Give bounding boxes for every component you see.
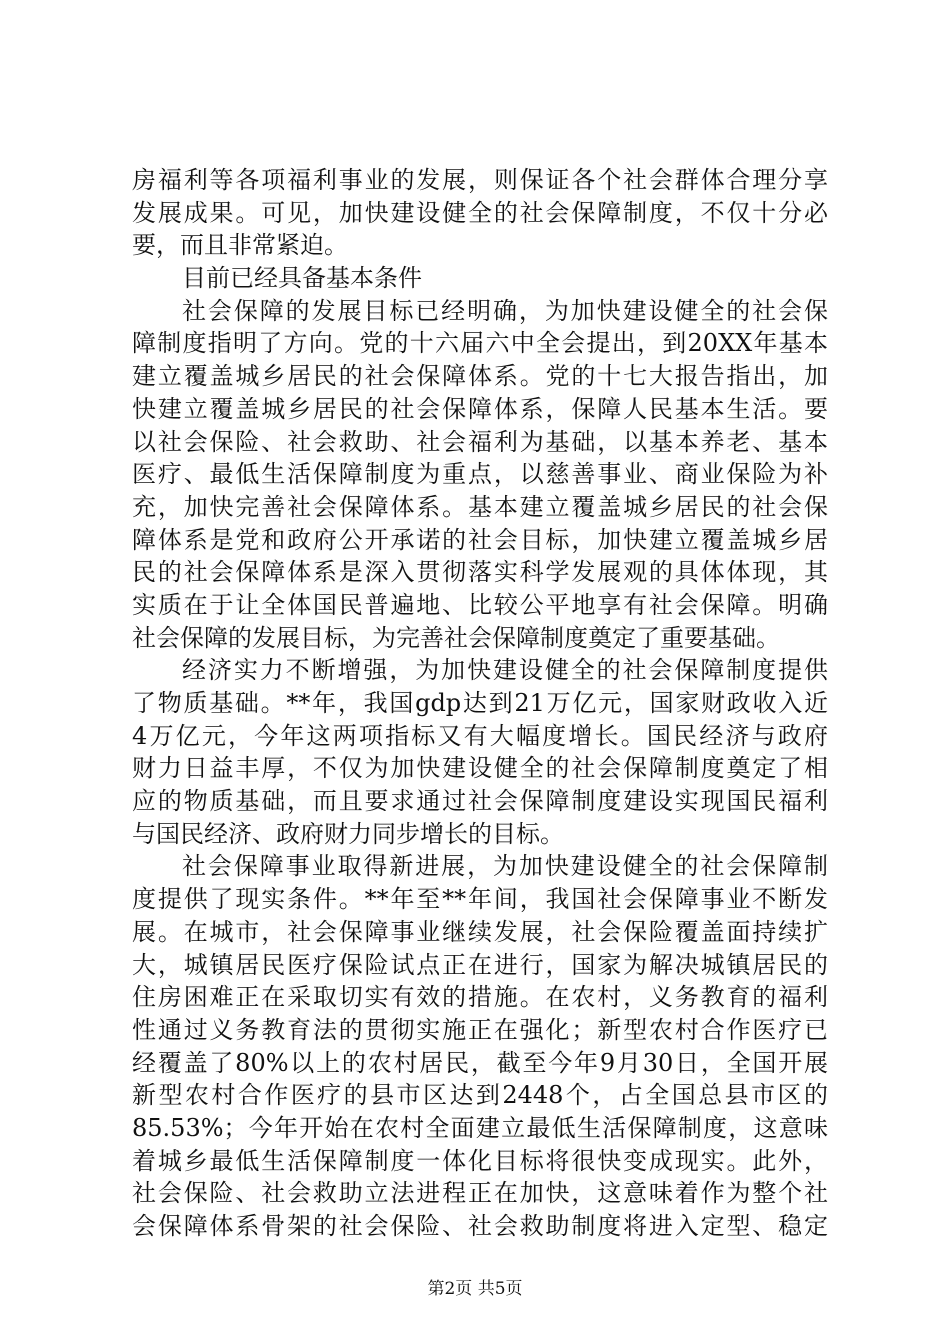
text-line: 会保障体系骨架的社会保险、社会救助制度将进入定型、稳定 xyxy=(132,1212,828,1240)
text-line: 快建立覆盖城乡居民的社会保障体系，保障人民基本生活。要 xyxy=(132,394,828,423)
text-line: 实质在于让全体国民普遍地、比较公平地享有社会保障。明确 xyxy=(132,590,828,619)
text-line: 民的社会保障体系是深入贯彻落实科学发展观的具体体现，其 xyxy=(132,558,828,587)
text-line: 医疗、最低生活保障制度为重点，以慈善事业、商业保险为补 xyxy=(132,460,828,489)
text-line: 经济实力不断增强，为加快建设健全的社会保障制度提供 xyxy=(182,656,828,685)
text-line: 发展成果。可见，加快建设健全的社会保障制度，不仅十分必 xyxy=(132,198,828,227)
text-line: 财力日益丰厚，不仅为加快建设健全的社会保障制度奠定了相 xyxy=(132,754,828,783)
text-line: 85.53%；今年开始在农村全面建立最低生活保障制度，这意味 xyxy=(132,1113,828,1142)
text-line: 以社会保险、社会救助、社会福利为基础，以基本养老、基本 xyxy=(132,427,828,456)
text-line: 经覆盖了80%以上的农村居民，截至今年9月30日，全国开展 xyxy=(132,1048,828,1077)
document-body xyxy=(132,164,828,1243)
text-line: 目前已经具备基本条件 xyxy=(182,264,422,293)
text-line: 障制度指明了方向。党的十六届六中全会提出，到20XX年基本 xyxy=(132,329,828,358)
text-line: 社会保障的发展目标已经明确，为加快建设健全的社会保 xyxy=(182,296,828,325)
text-line: 房福利等各项福利事业的发展，则保证各个社会群体合理分享 xyxy=(132,166,828,194)
text-line: 了物质基础。**年，我国gdp达到21万亿元，国家财政收入近 xyxy=(132,689,828,717)
text-line: 大，城镇居民医疗保险试点正在进行，国家为解决城镇居民的 xyxy=(132,950,828,979)
page-number-label: 第2页 共5页 xyxy=(427,1279,523,1299)
text-line: 展。在城市，社会保障事业继续发展，社会保险覆盖面持续扩 xyxy=(132,917,828,946)
text-line: 性通过义务教育法的贯彻实施正在强化；新型农村合作医疗已 xyxy=(132,1015,828,1044)
text-line: 要，而且非常紧迫。 xyxy=(132,231,348,260)
text-line: 充，加快完善社会保障体系。基本建立覆盖城乡居民的社会保 xyxy=(132,492,828,521)
text-line: 社会保障事业取得新进展，为加快建设健全的社会保障制 xyxy=(182,852,828,881)
text-line: 障体系是党和政府公开承诺的社会目标，加快建立覆盖城乡居 xyxy=(132,525,828,554)
text-line: 应的物质基础，而且要求通过社会保障制度建设实现国民福利 xyxy=(132,787,828,816)
text-line: 住房困难正在采取切实有效的措施。在农村，义务教育的福利 xyxy=(132,983,828,1012)
text-line: 社会保险、社会救助立法进程正在加快，这意味着作为整个社 xyxy=(132,1179,828,1208)
text-line: 建立覆盖城乡居民的社会保障体系。党的十七大报告指出，加 xyxy=(132,362,828,391)
text-line: 新型农村合作医疗的县市区达到2448个，占全国总县市区的 xyxy=(132,1081,828,1110)
text-line: 4万亿元，今年这两项指标又有大幅度增长。国民经济与政府 xyxy=(132,721,828,750)
text-line: 着城乡最低生活保障制度一体化目标将很快变成现实。此外， xyxy=(132,1146,828,1175)
text-line: 与国民经济、政府财力同步增长的目标。 xyxy=(132,819,564,848)
text-line: 社会保障的发展目标，为完善社会保障制度奠定了重要基础。 xyxy=(132,623,780,652)
text-line: 度提供了现实条件。**年至**年间，我国社会保障事业不断发 xyxy=(132,885,828,914)
page-footer xyxy=(0,1277,950,1301)
